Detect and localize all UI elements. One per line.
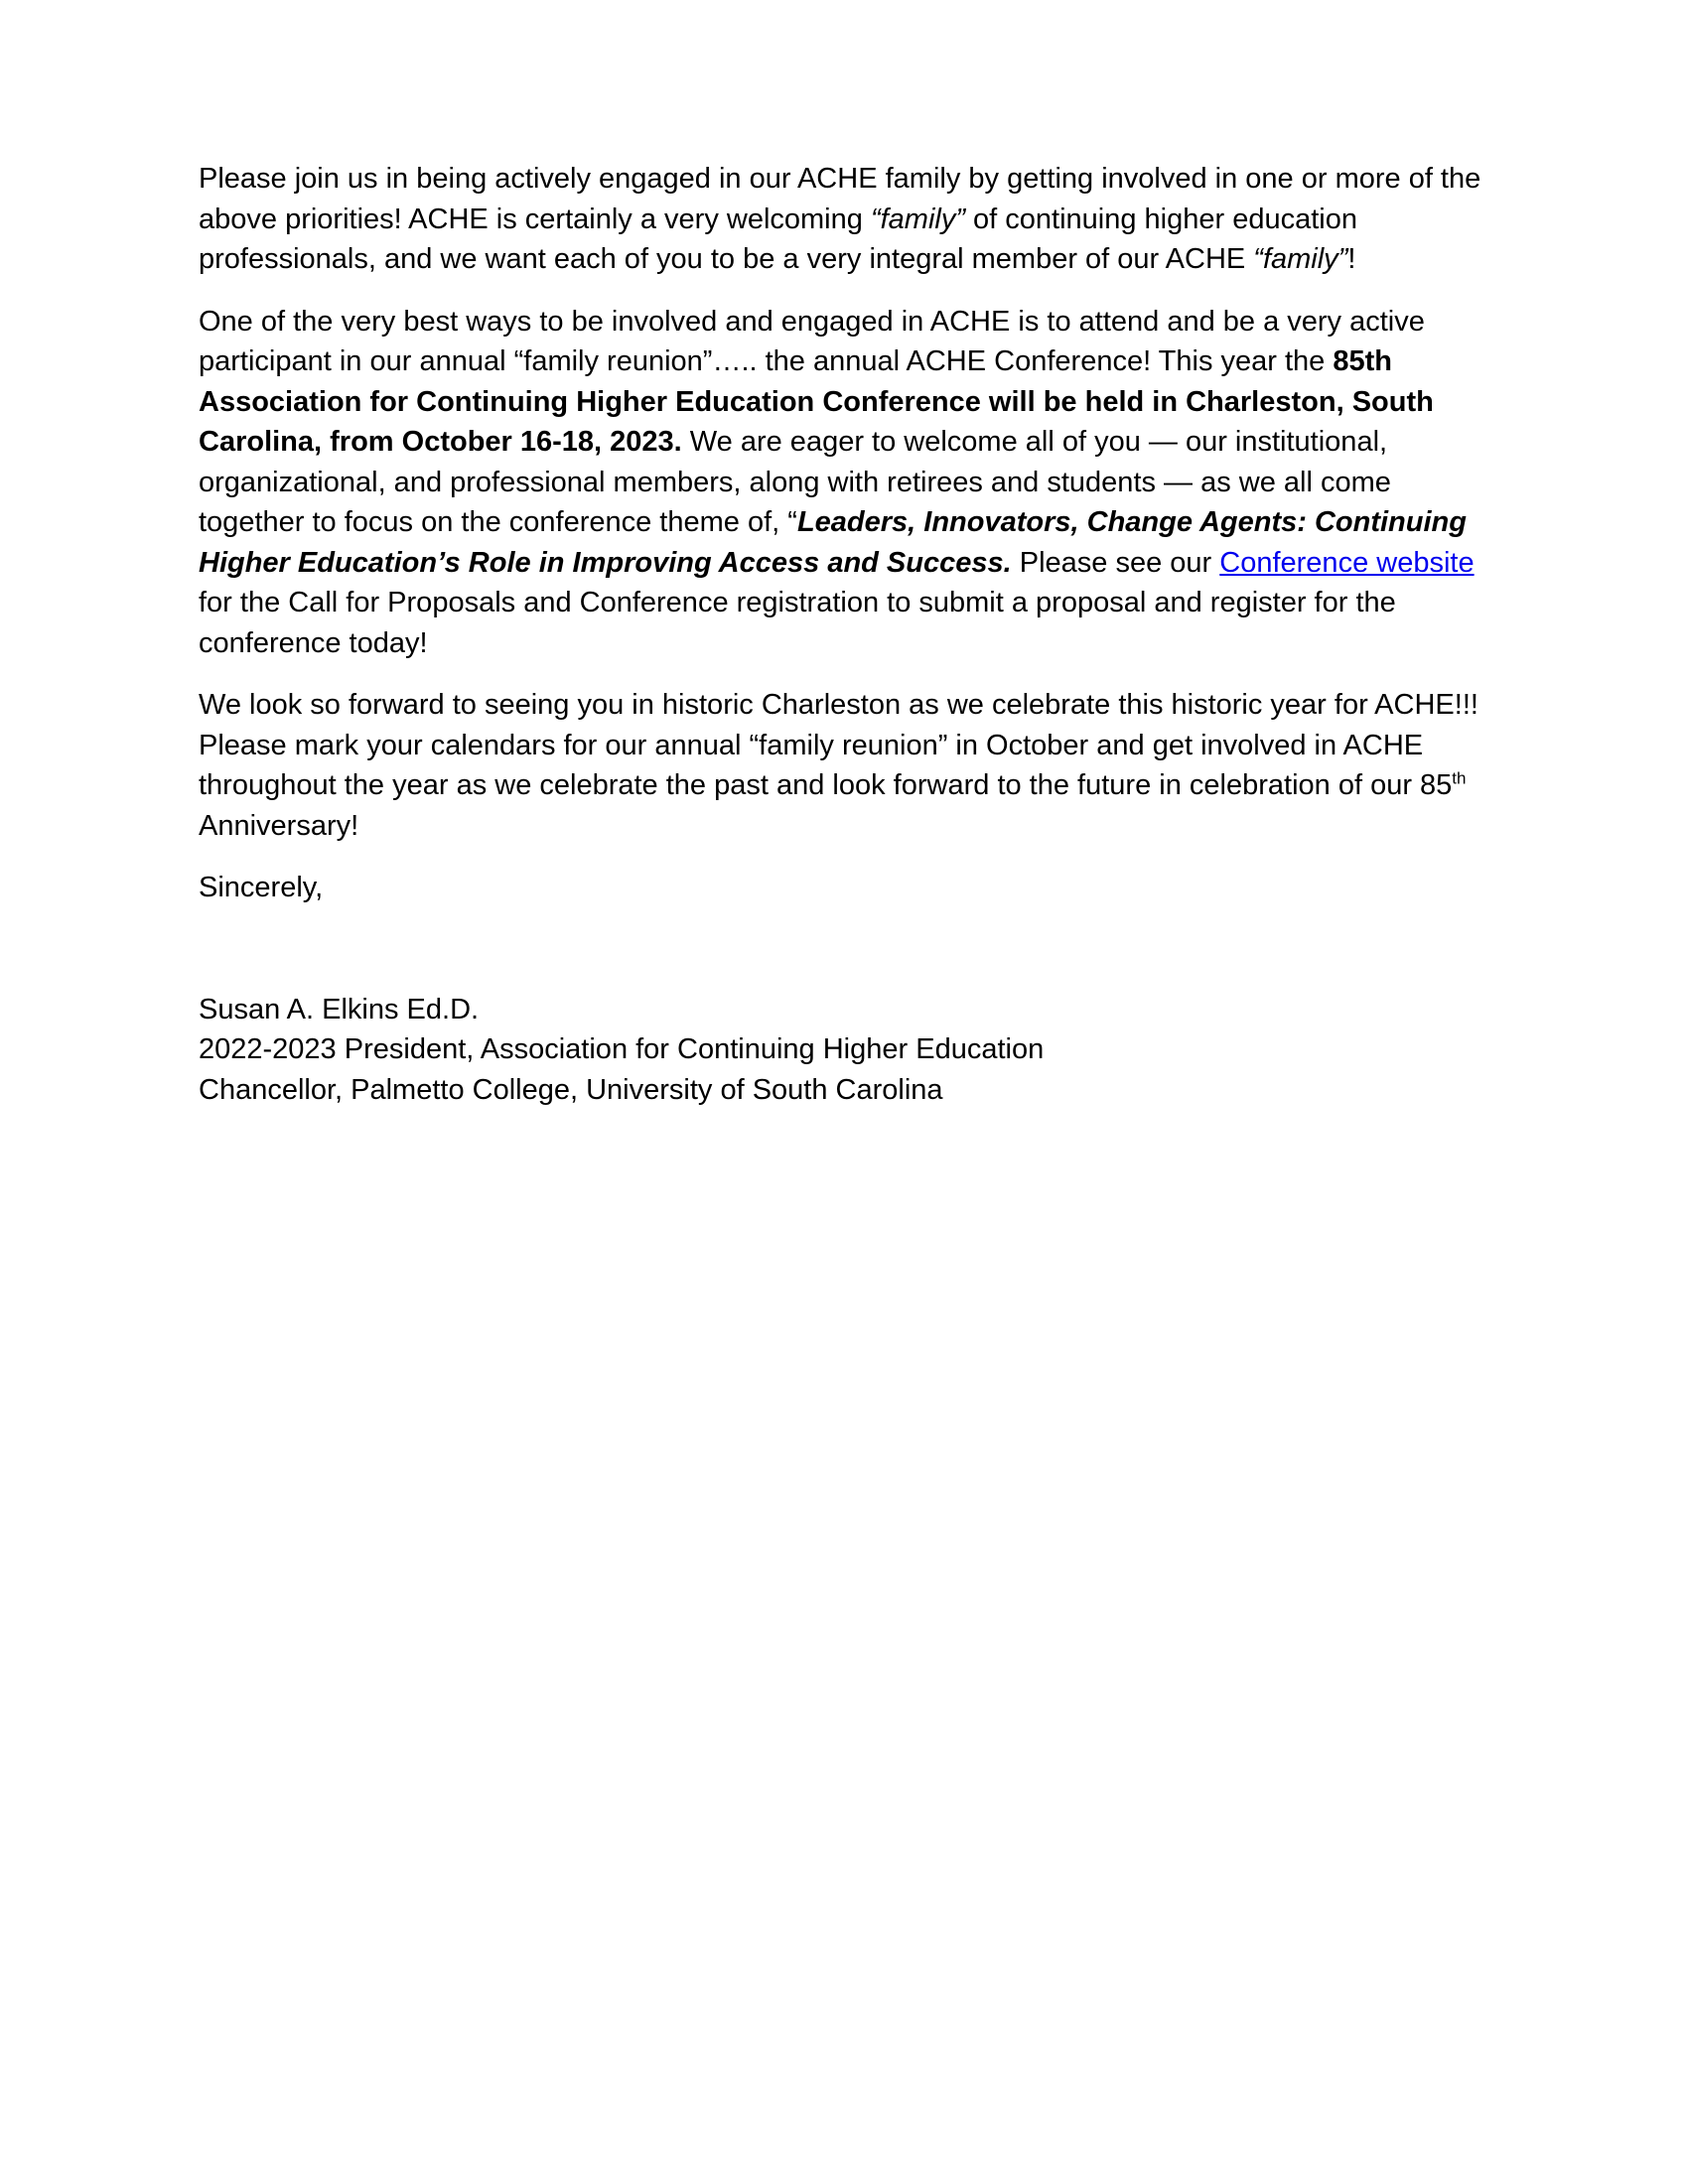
conference-website-link[interactable]: Conference website <box>1219 546 1475 579</box>
p1-text-c: of continuing higher education professionals, and we want each of you to be a very integral member of our ACHE <box>199 203 1357 275</box>
ordinal-superscript: th <box>1452 768 1467 788</box>
p3-text-b: Anniversary! <box>199 809 359 842</box>
p1-text-e: ! <box>1347 243 1356 275</box>
p2-text-a: One of the very best ways to be involved and engaged in ACHE is to attend and be a very active participant in our annual “family reunion”….. the annual ACHE Conference! This year the <box>199 305 1425 377</box>
signer-affiliation: Chancellor, Palmetto College, University of South Carolina <box>199 1073 943 1106</box>
p2-text-e: Please see our <box>1011 546 1220 579</box>
signer-title: 2022-2023 President, Association for Continuing Higher Education <box>199 1033 1045 1065</box>
p1-family-quote: “family” <box>870 203 965 235</box>
p3-text-a: We look so forward to seeing you in historic Charleston as we celebrate this historic year for ACHE!!! Please mark your calendars for our annual “family reunion” in October and get involved in ACHE throughout the year as we celebrate the past and look forward to the future in celebration of our 85 <box>199 689 1478 801</box>
signer-name: Susan A. Elkins Ed.D. <box>199 993 480 1025</box>
p1-text-a: Please join us in being actively engaged in our ACHE family by getting involved in one or more of the above priorities! ACHE is certainly a very welcoming <box>199 163 1481 235</box>
p2-text-f: for the Call for Proposals and Conference registration to submit a proposal and register for the conference today! <box>199 587 1396 659</box>
signature-space <box>199 908 1489 990</box>
paragraph-engagement <box>199 159 1489 280</box>
p2-conference-details: 85th Association for Continuing Higher Education Conference will be held in Charleston, South Carolina, from October 16-18, 2023. <box>199 345 1434 458</box>
paragraph-conference <box>199 302 1489 664</box>
p2-conference-theme: Leaders, Innovators, Change Agents: Continuing Higher Education’s Role in Improving Access and Success. <box>199 506 1467 579</box>
letter-page <box>199 159 1489 1110</box>
signature-block <box>199 990 1489 1111</box>
p2-text-c: We are eager to welcome all of you — our institutional, organizational, and professional members, along with retirees and students — as we all come together to focus on the conference theme of, “ <box>199 426 1391 538</box>
paragraph-celebration <box>199 685 1489 846</box>
p1-family-quote-2: “family” <box>1253 243 1348 275</box>
closing: Sincerely, <box>199 872 324 903</box>
